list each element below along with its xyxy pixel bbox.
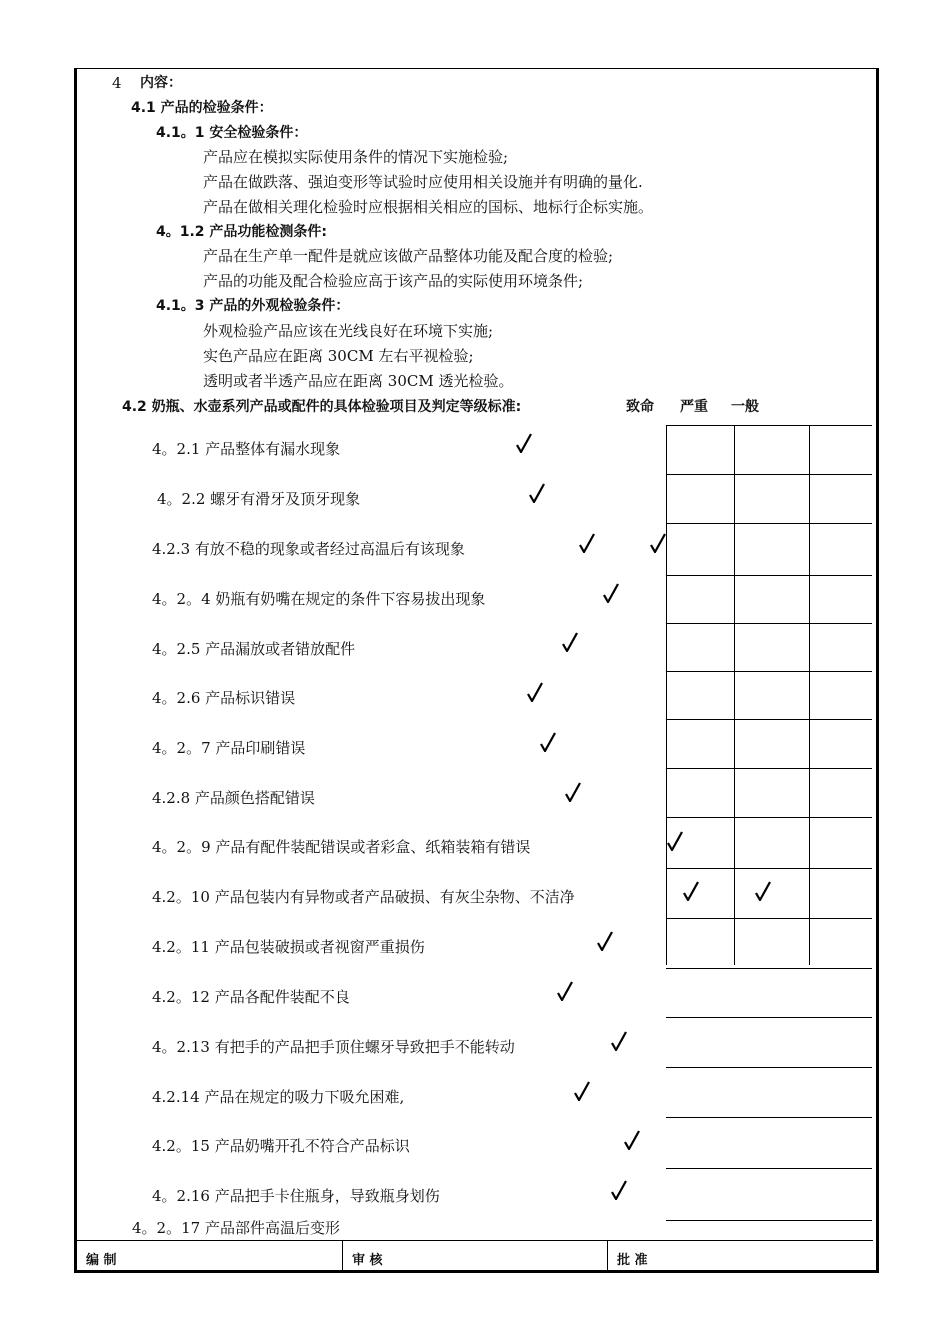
prepared-cell <box>77 1241 343 1273</box>
text-line: 产品在做相关理化检验时应根据相关相应的国标、地标行企标实施。 <box>203 198 654 216</box>
list-item: 4.2。15 产品奶嘴开孔不符合产品标识 <box>152 1137 410 1155</box>
check-icon <box>565 782 581 802</box>
check-icon <box>683 881 699 901</box>
grid-vline <box>809 425 810 965</box>
list-item: 4。2。17 产品部件高温后变形 <box>132 1219 340 1237</box>
text-line: 外观检验产品应该在光线良好在环境下实施; <box>203 322 494 340</box>
grid-vline <box>734 425 735 965</box>
section-title: 内容： <box>140 75 182 91</box>
list-item: 4。2.1 产品整体有漏水现象 <box>152 440 341 458</box>
level-fatal: 致命 <box>626 399 654 415</box>
check-icon <box>667 831 683 851</box>
grid-hline <box>666 768 872 769</box>
list-item: 4.2。12 产品各配件装配不良 <box>152 988 350 1006</box>
text-line: 实色产品应在距离 30CM 左右平视检验; <box>203 347 474 365</box>
grid-hline <box>666 719 872 720</box>
level-serious: 严重 <box>680 399 708 415</box>
grid-hline <box>666 918 872 919</box>
heading-4-1-1: 4.1。1 安全检验条件： <box>156 125 308 141</box>
approved-label: 批 准 <box>617 1253 648 1268</box>
list-item: 4。2.6 产品标识错误 <box>152 689 296 707</box>
text-line: 产品应在模拟实际使用条件的情况下实施检验; <box>203 148 509 166</box>
heading-4-1-2: 4。1.2 产品功能检测条件: <box>156 224 328 240</box>
grid-hline <box>666 1220 872 1221</box>
list-item: 4。2.2 螺牙有滑牙及顶牙现象 <box>157 490 361 508</box>
prepared-label: 编 制 <box>86 1253 117 1268</box>
check-icon <box>603 583 619 603</box>
grid-hline <box>666 817 872 818</box>
check-icon <box>755 881 771 901</box>
text-line: 透明或者半透产品应在距离 30CM 透光检验。 <box>203 372 514 390</box>
grid-hline <box>666 868 872 869</box>
grid-hline <box>666 523 872 524</box>
check-icon <box>611 1031 627 1051</box>
grid-hline <box>666 425 872 426</box>
heading-4-1-3: 4.1。3 产品的外观检验条件： <box>156 298 350 314</box>
reviewed-label: 审 核 <box>352 1253 383 1268</box>
grid-hline <box>666 1067 872 1068</box>
list-item: 4.2。10 产品包装内有异物或者产品破损、有灰尘杂物、不洁净 <box>152 888 575 906</box>
list-item: 4。2。7 产品印刷错误 <box>152 739 306 757</box>
grid-hline <box>666 1017 872 1018</box>
list-item: 4.2.8 产品颜色搭配错误 <box>152 789 315 807</box>
approved-cell <box>608 1241 873 1273</box>
check-icon <box>540 732 556 752</box>
check-icon <box>529 483 545 503</box>
grid-hline <box>666 474 872 475</box>
text-line: 产品的功能及配合检验应高于该产品的实际使用环境条件; <box>203 272 584 290</box>
heading-4-1: 4.1 产品的检验条件： <box>131 100 273 116</box>
list-item: 4。2.5 产品漏放或者错放配件 <box>152 640 356 658</box>
list-item: 4.2.3 有放不稳的现象或者经过高温后有该现象 <box>152 540 465 558</box>
list-item: 4。2。9 产品有配件装配错误或者彩盒、纸箱装箱有错误 <box>152 838 531 856</box>
check-icon <box>562 632 578 652</box>
level-minor: 一般 <box>731 399 759 415</box>
grid-hline <box>666 671 872 672</box>
check-icon <box>516 433 532 453</box>
list-item: 4。2。4 奶瓶有奶嘴在规定的条件下容易拔出现象 <box>152 590 486 608</box>
grid-hline <box>666 575 872 576</box>
check-icon <box>611 1180 627 1200</box>
list-item: 4。2.16 产品把手卡住瓶身，导致瓶身划伤 <box>152 1187 440 1205</box>
section-number: 4 <box>112 74 122 92</box>
check-icon <box>624 1130 640 1150</box>
text-line: 产品在生产单一配件是就应该做产品整体功能及配合度的检验; <box>203 247 614 265</box>
list-item: 4。2.13 有把手的产品把手顶住螺牙导致把手不能转动 <box>152 1038 515 1056</box>
check-icon <box>650 533 666 553</box>
heading-4-2: 4.2 奶瓶、水壶系列产品或配件的具体检验项目及判定等级标准: <box>122 399 522 415</box>
check-icon <box>527 682 543 702</box>
check-icon <box>574 1081 590 1101</box>
grid-hline <box>666 1117 872 1118</box>
list-item: 4.2。11 产品包装破损或者视窗严重损伤 <box>152 938 425 956</box>
check-icon <box>579 533 595 553</box>
grid-hline <box>666 968 872 969</box>
grid-hline <box>666 1168 872 1169</box>
grid-vline <box>666 425 667 965</box>
list-item: 4.2.14 产品在规定的吸力下吸允困难, <box>152 1088 405 1106</box>
check-icon <box>557 981 573 1001</box>
grid-hline <box>666 623 872 624</box>
text-line: 产品在做跌落、强迫变形等试验时应使用相关设施并有明确的量化. <box>203 173 643 191</box>
signoff-row <box>77 1240 873 1273</box>
check-icon <box>597 931 613 951</box>
reviewed-cell <box>343 1241 608 1273</box>
